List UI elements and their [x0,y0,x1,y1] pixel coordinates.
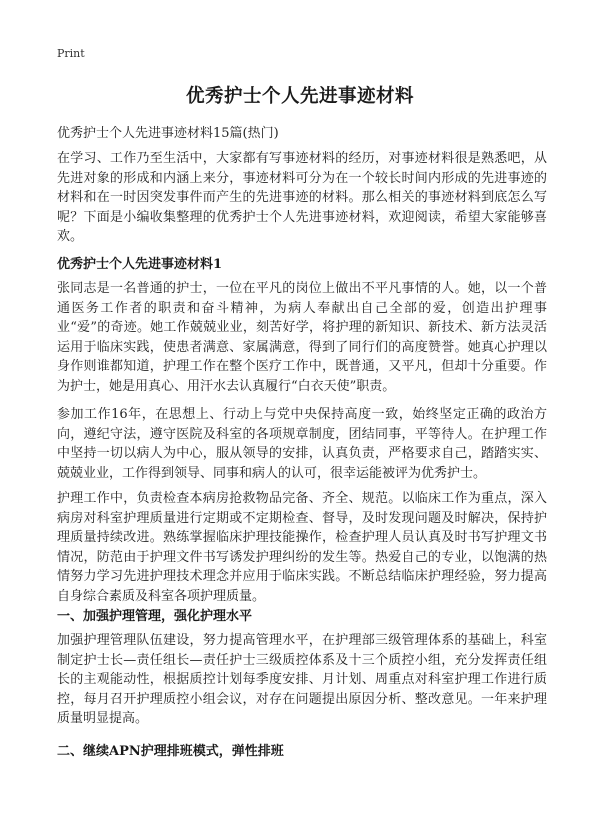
document-subtitle: 优秀护士个人先进事迹材料15篇(热门) [57,126,279,141]
paragraph-3: 护理工作中，负责检查本病房抢救物品完备、齐全、规范。以临床工作为重点，深入病房对科室护理质量进行定期或不定期检查、督导，及时发现问题及时解决，保持护理质量持续改进。熟练掌握临床护理技能操作，检查护理人员认真及时书写护理文书情况，防范由于护理文件书写诱发护理纠纷的发生等。热爱自己的专业，以饱满的热情努力学习先进护理技术理念并应用于临床实践。不断总结临床护理经验，努力提高自身综合素质及科室各项护理质量。 [57,491,547,604]
article-heading: 优秀护士个人先进事迹材料1 [57,257,223,272]
paragraph-4: 加强护理管理队伍建设，努力提高管理水平，在护理部三级管理体系的基础上，科室制定护士长—责任组长—责任护士三级质控体系及十三个质控小组，充分发挥责任组长的主观能动性，根据质控计划每季度安排、月计划、周重点对科室护理工作进行质控，每月召开护理质控小组会议，对存在问题提出原因分析、整改意见。一年来护理质量明显提高。 [57,633,547,726]
section-heading-2: 二、继续APN护理排班模式，弹性排班 [57,744,284,759]
paragraph-1: 张同志是一名普通的护士，一位在平凡的岗位上做出不平凡事情的人。她，以一个普通医务工作者的职责和奋斗精神，为病人奉献出自己全部的爱，创造出护理事业“爱”的奇迹。她工作兢兢业业，刻苦好学，将护理的新知识、新技术、新方法灵活运用于临床实践，使患者满意、家属满意，得到了同行们的高度赞誉。她真心护理以身作则谁都知道，护理工作在整个医疗工作中，既普通，又平凡，但却十分重要。作为护士，她是用真心、用汗水去认真履行“白衣天使”职责。 [57,281,547,394]
print-link[interactable]: Print [57,47,85,60]
intro-paragraph: 在学习、工作乃至生活中，大家都有写事迹材料的经历，对事迹材料很是熟悉吧，从先进对象的形成和内涵上来分，事迹材料可分为在一个较长时间内形成的先进事迹的材料和在一时因突发事件而产生的先进事迹的材料。那么相关的事迹材料到底怎么写呢？下面是小编收集整理的优秀护士个人先进事迹材料，欢迎阅读，希望大家能够喜欢。 [57,151,547,244]
section-heading-1: 一、加强护理管理，强化护理水平 [57,609,253,624]
page-title: 优秀护士个人先进事迹材料 [185,86,414,107]
paragraph-2: 参加工作16年，在思想上、行动上与党中央保持高度一致，始终坚定正确的政治方向，遵纪守法，遵守医院及科室的各项规章制度，团结同事，平等待人。在护理工作中坚持一切以病人为中心，服从领导的安排，认真负责，严格要求自己，踏踏实实、兢兢业业，工作得到领导、同事和病人的认可，很幸运能被评为优秀护士。 [57,407,547,481]
